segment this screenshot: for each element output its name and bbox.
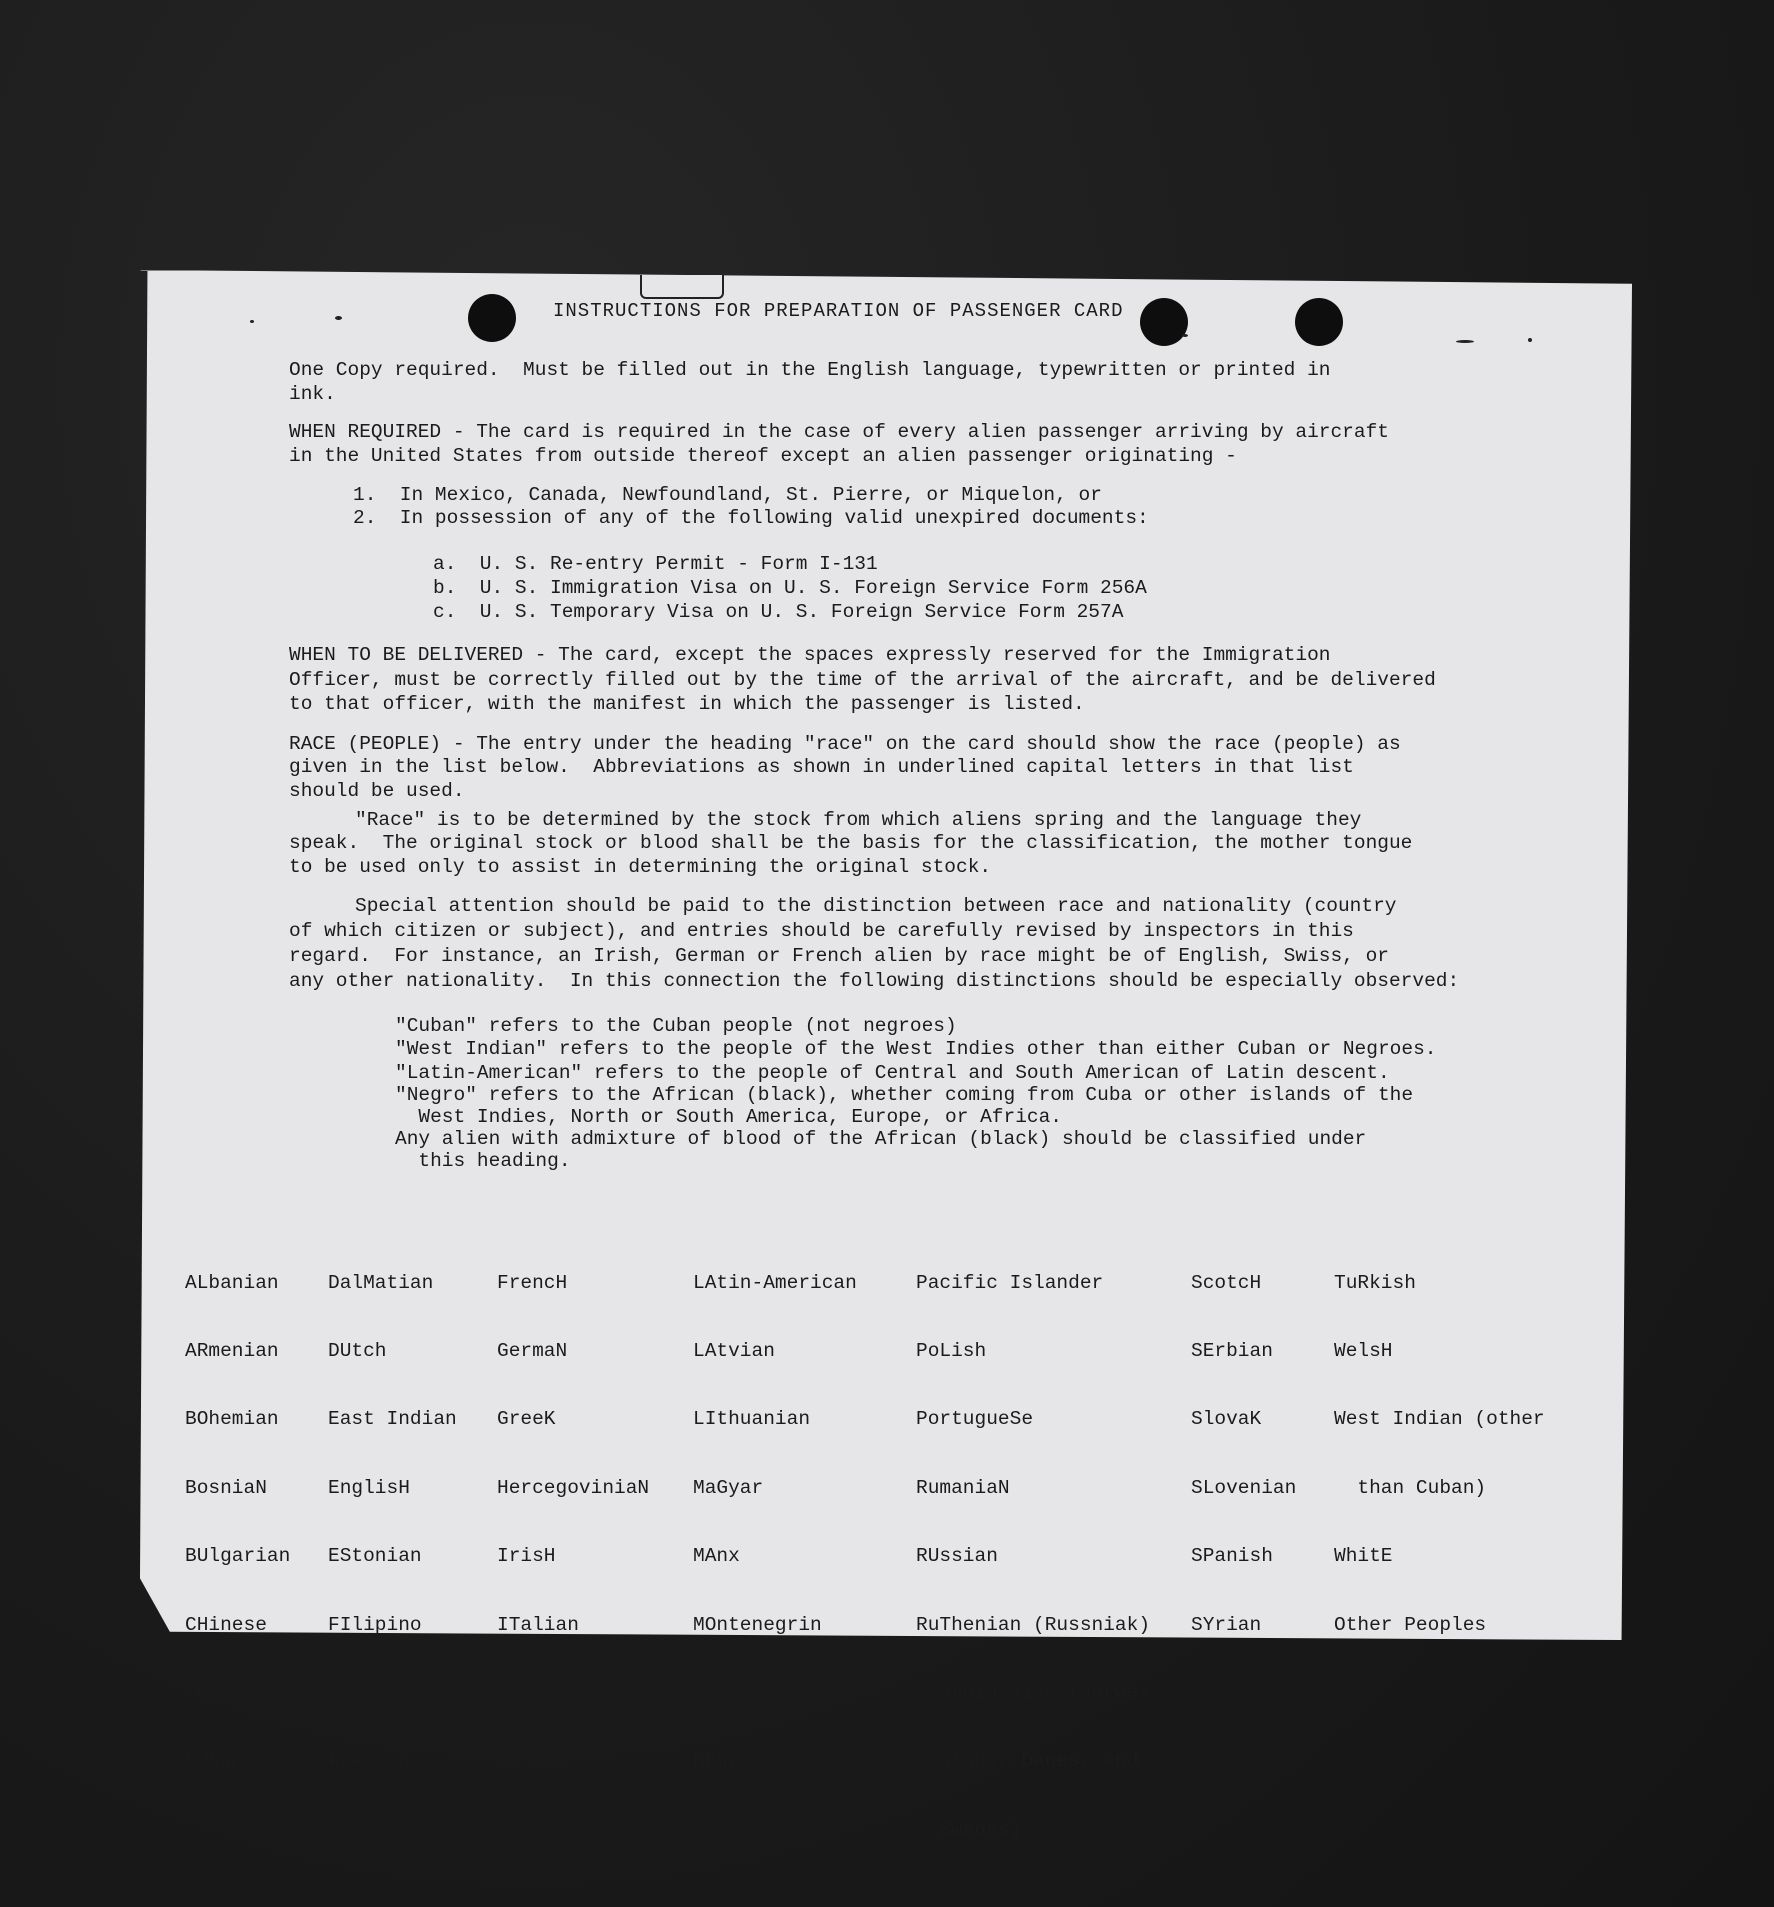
race-item: GreeK xyxy=(497,1408,556,1431)
race-item: PoLish xyxy=(916,1339,987,1362)
when-delivered-line-1: WHEN TO BE DELIVERED - The card, except the spaces expressly reserved for the Immigration xyxy=(289,644,1331,666)
special-line-4: any other nationality. In this connection the following distinctions should be especially observed: xyxy=(289,970,1460,992)
race-list-column-1 xyxy=(185,1226,290,1796)
scan-speck xyxy=(1456,340,1474,343)
distinction-admixture-2: this heading. xyxy=(395,1150,571,1172)
numbered-item-2: 2. In possession of any of the following valid unexpired documents: xyxy=(353,507,1149,529)
scan-speck xyxy=(335,316,342,320)
race-def-line-3: to be used only to assist in determining the original stock. xyxy=(289,856,992,878)
scan-speck xyxy=(250,320,254,323)
race-item: HercegoviniaN xyxy=(497,1476,650,1499)
when-delivered-line-3: to that officer, with the manifest in which the passenger is listed. xyxy=(289,693,1085,715)
race-item: CHinese xyxy=(185,1613,267,1636)
race-item: BUlgarian xyxy=(185,1545,291,1568)
race-item: Pacific Islander xyxy=(916,1271,1104,1294)
race-list-column-3 xyxy=(497,1226,649,1796)
race-item: NEgro xyxy=(693,1750,752,1773)
race-item: MoraviaN xyxy=(693,1681,787,1704)
intro-line-1: One Copy required. Must be filled out in the English language, typewritten or printed in xyxy=(289,359,1331,381)
race-item: West Indian (other xyxy=(1334,1408,1545,1431)
race-item: Other Peoples xyxy=(1334,1613,1487,1636)
punch-hole-left xyxy=(468,294,516,342)
race-item: FLemish xyxy=(328,1750,410,1773)
race-item: FIlipino xyxy=(328,1613,422,1636)
race-item: JaPanese xyxy=(497,1681,591,1704)
race-item: FINish xyxy=(328,1681,399,1704)
document-item-c: c. U. S. Temporary Visa on U. S. Foreign Service Form 257A xyxy=(433,601,1124,623)
race-item: BosniaN xyxy=(185,1476,267,1499)
distinction-admixture-1: Any alien with admixture of blood of the African (black) should be classified under xyxy=(395,1128,1367,1150)
race-item: WhitE xyxy=(1334,1545,1393,1568)
race-item: KoreaN xyxy=(497,1750,568,1773)
race-def-line-2: speak. The original stock or blood shall be the basis for the classification, the mother tongue xyxy=(289,832,1413,854)
intro-line-2: ink. xyxy=(289,383,336,405)
race-list-column-2 xyxy=(328,1226,457,1796)
race-line-2: given in the list below. Abbreviations as shown in underlined capital letters in that list xyxy=(289,756,1354,778)
race-list-column-4 xyxy=(693,1226,857,1796)
race-line-1: RACE (PEOPLE) - The entry under the heading "race" on the card should show the race (people) as xyxy=(289,733,1401,755)
document-item-a: a. U. S. Re-entry Permit - Form I-131 xyxy=(433,553,878,575)
race-item: PortugueSe xyxy=(916,1408,1034,1431)
race-item: DUtch xyxy=(328,1339,387,1362)
race-item: DalMatian xyxy=(328,1271,434,1294)
when-required-line-2: in the United States from outside thereof except an alien passenger originating - xyxy=(289,445,1237,467)
race-item: ALbanian xyxy=(185,1271,279,1294)
race-item: MaGyar xyxy=(693,1476,764,1499)
torn-notch xyxy=(640,275,724,299)
distinction-latin-american: "Latin-American" refers to the people of Central and South American of Latin descent. xyxy=(395,1062,1390,1084)
race-item: IrisH xyxy=(497,1545,556,1568)
race-item: EStonian xyxy=(328,1545,422,1568)
race-item: BOhemian xyxy=(185,1408,279,1431)
race-item: LAtin-American xyxy=(693,1271,857,1294)
race-item: ITalian xyxy=(497,1613,579,1636)
race-item: EnglisH xyxy=(328,1476,410,1499)
special-line-1: Special attention should be paid to the distinction between race and nationality (country xyxy=(355,895,1397,917)
race-item: WelsH xyxy=(1334,1339,1393,1362)
race-item: than Cuban) xyxy=(1334,1476,1487,1499)
special-line-2: of which citizen or subject), and entries should be carefully revised by inspectors in this xyxy=(289,920,1354,942)
race-item: gians, Danes, and xyxy=(916,1750,1139,1773)
race-item: Swedes) xyxy=(916,1818,1022,1841)
document-item-b: b. U. S. Immigration Visa on U. S. Foreign Service Form 256A xyxy=(433,577,1147,599)
race-item: RumaniaN xyxy=(916,1476,1010,1499)
race-item: CRoatian xyxy=(185,1681,279,1704)
race-item: MAnx xyxy=(693,1545,740,1568)
race-item: SlovaK xyxy=(1191,1408,1262,1431)
race-def-line-1: "Race" is to be determined by the stock from which aliens spring and the language they xyxy=(355,809,1362,831)
distinction-negro-2: West Indies, North or South America, Europe, or Africa. xyxy=(395,1106,1063,1128)
special-line-3: regard. For instance, an Irish, German or French alien by race might be of English, Swiss, or xyxy=(289,945,1389,967)
punch-hole-middle xyxy=(1140,298,1188,346)
distinction-negro-1: "Negro" refers to the African (black), whether coming from Cuba or other islands of the xyxy=(395,1084,1414,1106)
when-delivered-line-2: Officer, must be correctly filled out by the time of the arrival of the aircraft, and be delivered xyxy=(289,669,1436,691)
race-item: SYrian xyxy=(1191,1613,1262,1636)
punch-hole-right xyxy=(1295,298,1343,346)
race-line-3: should be used. xyxy=(289,780,465,802)
race-list-column-7 xyxy=(1334,1226,1545,1659)
race-item: LAtvian xyxy=(693,1339,775,1362)
race-item: LIthuanian xyxy=(693,1408,811,1431)
scan-speck xyxy=(1528,338,1532,342)
race-item: RUssian xyxy=(916,1545,998,1568)
race-item: SErbian xyxy=(1191,1339,1273,1362)
race-item: RuThenian (Russniak) xyxy=(916,1613,1151,1636)
scan-speck xyxy=(1182,334,1188,337)
page-title: INSTRUCTIONS FOR PREPARATION OF PASSENGER CARD xyxy=(553,300,1124,322)
race-item: SPanish xyxy=(1191,1545,1273,1568)
race-item: TuRkish xyxy=(1334,1271,1416,1294)
numbered-item-1: 1. In Mexico, Canada, Newfoundland, St. Pierre, or Miquelon, or xyxy=(353,484,1102,506)
when-required-line-1: WHEN REQUIRED - The card is required in the case of every alien passenger arriving by aircraft xyxy=(289,421,1389,443)
race-list-column-5 xyxy=(916,1226,1150,1864)
race-item: ScandinaviaN (Norwe- xyxy=(916,1681,1151,1704)
race-item: SLovenian xyxy=(1191,1476,1297,1499)
race-item: MOntenegrin xyxy=(693,1613,822,1636)
distinction-cuban: "Cuban" refers to the Cuban people (not negroes) xyxy=(395,1015,957,1037)
race-item: CUban xyxy=(185,1750,244,1773)
race-item: ScotcH xyxy=(1191,1271,1262,1294)
race-item: ARmenian xyxy=(185,1339,279,1362)
distinction-west-indian: "West Indian" refers to the people of the West Indies other than either Cuban or Negroes. xyxy=(395,1038,1437,1060)
race-item: FrencH xyxy=(497,1271,568,1294)
race-item: GermaN xyxy=(497,1339,568,1362)
race-item: East Indian xyxy=(328,1408,457,1431)
race-list-column-6 xyxy=(1191,1226,1296,1659)
